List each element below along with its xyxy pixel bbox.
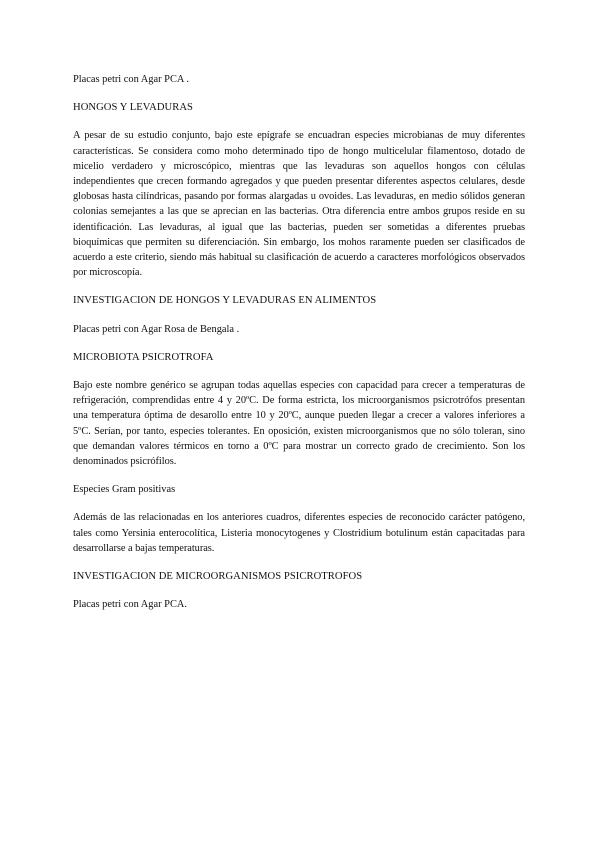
- heading-hongos-levaduras: HONGOS Y LEVADURAS: [73, 102, 193, 114]
- paragraph-placas-pca: Placas petri con Agar PCA .: [73, 74, 190, 85]
- heading-investigacion-hongos: INVESTIGACION DE HONGOS Y LEVADURAS EN ALIMENTOS: [73, 295, 377, 307]
- document-page: [73, 72, 525, 625]
- paragraph-gram-positivas: Especies Gram positivas: [73, 484, 176, 496]
- heading-microbiota-psicrotrofa: MICROBIOTA PSICROTROFA: [73, 351, 214, 363]
- paragraph-hongos-description: A pesar de su estudio conjunto, bajo este epígrafe se encuadran especies microbianas de muy diferentes características. Se considera como moho determinado tipo de hongo multicelular filamentoso, dotado de micelio verdadero y microscópico, mientras que las levaduras son aquellos hongos con células independientes que crecen formando agregados y que pueden presentar diferentes aspectos celulares, desde globosas hasta cilíndricas, pasando por formas alargadas u ovoides. Las levaduras, en medio sólidos generan colonias semejantes a las que se aprecian en las bacterias. Otra diferencia entre ambos grupos reside en su identificación. Las levaduras, al igual que las bacterias, pueden ser sometidas a diferentes pruebas bioquímicas que permiten su diferenciación. Sin embargo, los mohos raramente pueden ser clasificados de acuerdo a este criterio, siendo más habitual su clasificación de acuerdo a caracteres morfológicos observados por microscopía.: [73, 130, 525, 279]
- paragraph-placas-rosa-bengala: Placas petri con Agar Rosa de Bengala .: [73, 323, 240, 335]
- heading-investigacion-psicrotrofos: INVESTIGACION DE MICROORGANISMOS PSICROTROFOS: [73, 571, 363, 583]
- paragraph-patogenos: Además de las relacionadas en los anteriores cuadros, diferentes especies de reconocido carácter patógeno, tales como Yersinia enterocolítica, Listeria monocytogenes y Clostridium botulinum están capacitadas para desarrollarse a bajas temperaturas.: [73, 512, 525, 554]
- paragraph-placas-pca-final: Placas petri con Agar PCA.: [73, 599, 187, 611]
- paragraph-psicrotrofa-description: Bajo este nombre genérico se agrupan todas aquellas especies con capacidad para crecer a temperaturas de refrigeración, comprendidas entre 4 y 20ºC. De forma estricta, los microorganismos psicrotrófos presentan una temperatura óptima de desarollo entre 10 y 20ºC, aunque pueden llegar a crecer a valores inferiores a 5ºC. Serían, por tanto, especies tolerantes. En oposición, existen microorganismos que no sólo toleran, sino que demandan valores térmicos en torno a 0ºC para mostrar un correcto grado de crecimiento. Son los denominados psicrófilos.: [73, 380, 525, 468]
